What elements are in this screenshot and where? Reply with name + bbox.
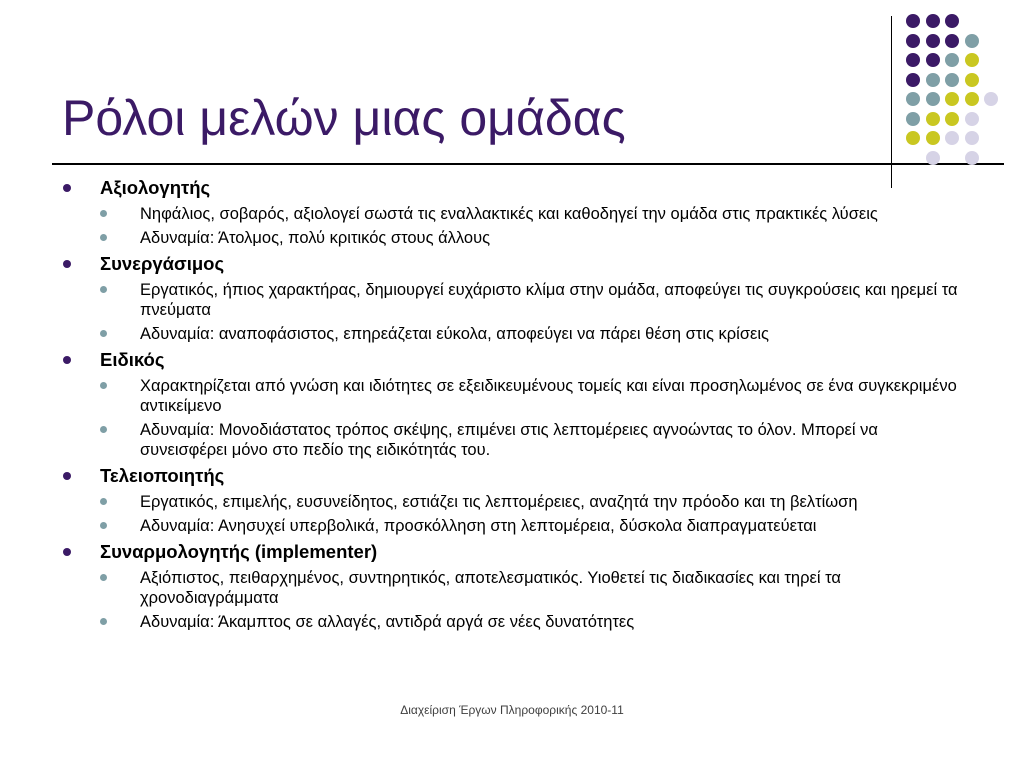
role-item [60, 464, 960, 536]
decorative-dot [926, 73, 940, 87]
role-name: Τελειοποιητής [100, 465, 225, 486]
bullet-icon [63, 548, 71, 556]
slide-title: Ρόλοι μελών μιας ομάδας [62, 90, 626, 146]
decorative-dot [965, 53, 979, 67]
role-point [100, 516, 960, 536]
role-points [100, 376, 960, 460]
decorative-dot [965, 131, 979, 145]
role-point-text: Εργατικός, επιμελής, ευσυνείδητος, εστιάζει τις λεπτομέρειες, αναζητά την πρόοδο και τη βελτίωση [140, 493, 858, 511]
role-name: Συναρμολογητής (implementer) [100, 541, 378, 562]
decorative-dot [965, 92, 979, 106]
role-point-text: Χαρακτηρίζεται από γνώση και ιδιότητες σε εξειδικευμένους τομείς και είναι προσηλωμένος σε ένα συγκεκριμένο αντικείμενο [140, 377, 957, 415]
role-point-text: Αδυναμία: αναποφάσιστος, επηρεάζεται εύκολα, αποφεύγει να πάρει θέση στις κρίσεις [140, 325, 769, 343]
decorative-dot [906, 131, 920, 145]
decorative-dot [965, 34, 979, 48]
decorative-dot [965, 112, 979, 126]
roles-list [60, 176, 960, 636]
sub-bullet-icon [100, 498, 107, 505]
sub-bullet-icon [100, 382, 107, 389]
decorative-dot [945, 92, 959, 106]
role-point [100, 324, 960, 344]
sub-bullet-icon [100, 234, 107, 241]
decorative-dot [906, 34, 920, 48]
decorative-dot [926, 112, 940, 126]
role-point-text: Νηφάλιος, σοβαρός, αξιολογεί σωστά τις εναλλακτικές και καθοδηγεί την ομάδα στις πρακτικές λύσεις [140, 205, 878, 223]
decorative-dot [945, 14, 959, 28]
role-points [100, 492, 960, 536]
role-name: Αξιολογητής [100, 177, 211, 198]
decorative-dot [926, 53, 940, 67]
role-item [60, 252, 960, 344]
role-point [100, 204, 960, 224]
decorative-dot [906, 53, 920, 67]
sub-bullet-icon [100, 574, 107, 581]
decorative-dot [945, 34, 959, 48]
vertical-divider [891, 16, 892, 188]
decorative-dot [906, 92, 920, 106]
decorative-dot [945, 53, 959, 67]
decorative-dot [926, 34, 940, 48]
role-points [100, 568, 960, 632]
sub-bullet-icon [100, 210, 107, 217]
decorative-dot [984, 92, 998, 106]
role-points [100, 204, 960, 248]
role-point [100, 280, 960, 320]
role-points [100, 280, 960, 344]
slide-footer: Διαχείριση Έργων Πληροφορικής 2010-11 [400, 703, 624, 717]
role-point [100, 568, 960, 608]
decorative-dot [906, 73, 920, 87]
title-underline [52, 163, 1004, 165]
role-item [60, 348, 960, 460]
bullet-icon [63, 472, 71, 480]
sub-bullet-icon [100, 426, 107, 433]
decorative-dot-grid [906, 14, 1006, 164]
decorative-dot [906, 14, 920, 28]
role-name: Ειδικός [100, 349, 165, 370]
decorative-dot [926, 92, 940, 106]
role-name: Συνεργάσιμος [100, 253, 225, 274]
sub-bullet-icon [100, 522, 107, 529]
decorative-dot [926, 14, 940, 28]
sub-bullet-icon [100, 286, 107, 293]
role-point [100, 376, 960, 416]
bullet-icon [63, 184, 71, 192]
role-point [100, 228, 960, 248]
decorative-dot [906, 112, 920, 126]
role-point-text: Αξιόπιστος, πειθαρχημένος, συντηρητικός, αποτελεσματικός. Υιοθετεί τις διαδικασίες και τηρεί τα χρονοδιαγράμματα [140, 569, 841, 607]
decorative-dot [945, 131, 959, 145]
bullet-icon [63, 260, 71, 268]
decorative-dot [945, 73, 959, 87]
decorative-dot [945, 112, 959, 126]
role-point-text: Εργατικός, ήπιος χαρακτήρας, δημιουργεί ευχάριστο κλίμα στην ομάδα, αποφεύγει τις συγκρούσεις και ηρεμεί τα πνεύματα [140, 281, 958, 319]
role-point-text: Αδυναμία: Άκαμπτος σε αλλαγές, αντιδρά αργά σε νέες δυνατότητες [140, 613, 635, 631]
sub-bullet-icon [100, 618, 107, 625]
role-point [100, 492, 960, 512]
role-item [60, 176, 960, 248]
decorative-dot [965, 73, 979, 87]
decorative-dot [965, 151, 979, 165]
role-point [100, 420, 960, 460]
role-item [60, 540, 960, 632]
sub-bullet-icon [100, 330, 107, 337]
decorative-dot [926, 151, 940, 165]
role-point-text: Αδυναμία: Ανησυχεί υπερβολικά, προσκόλληση στη λεπτομέρεια, δύσκολα διαπραγματεύεται [140, 517, 817, 535]
role-point-text: Αδυναμία: Άτολμος, πολύ κριτικός στους άλλους [140, 229, 491, 247]
role-point [100, 612, 960, 632]
decorative-dot [926, 131, 940, 145]
role-point-text: Αδυναμία: Μονοδιάστατος τρόπος σκέψης, επιμένει στις λεπτομέρειες αγνοώντας το όλον. Μπορεί να συνεισφέρει μόνο στο πεδίο της ειδικότητάς του. [140, 421, 878, 459]
bullet-icon [63, 356, 71, 364]
